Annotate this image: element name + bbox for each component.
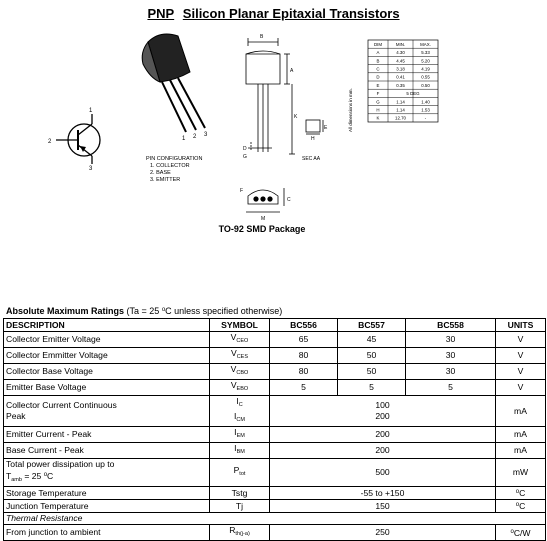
row-value-bc556: 5: [270, 380, 338, 396]
row-value-bc556: 80: [270, 364, 338, 380]
dimensions-cell: B: [376, 58, 380, 64]
row-symbol: $I_{BM}$: [210, 443, 270, 459]
row-symbol: $V_{CBO}$: [210, 364, 270, 380]
table-row: [4, 332, 546, 348]
row-description: Junction Temperature: [4, 500, 210, 513]
lead-label-1: 1: [182, 136, 186, 142]
row-value: -55 to +150: [270, 487, 496, 500]
row-unit: V: [496, 380, 546, 396]
row-unit: mA: [496, 443, 546, 459]
row-symbol: $I_{EM}$: [210, 427, 270, 443]
dimensions-cell: H: [376, 107, 380, 113]
row-description: Base Current - Peak: [4, 443, 210, 459]
dimensions-cell: 0.55: [421, 74, 430, 80]
row-description: Collector Current Continuous Peak: [4, 396, 210, 427]
row-value-bc558: 5: [406, 380, 496, 396]
symbol-pin-3: 3: [89, 166, 93, 172]
row-value: 250: [270, 525, 496, 541]
dimensions-cell: 4.30: [396, 50, 405, 56]
row-value: 200: [270, 443, 496, 459]
pnp-transistor-symbol: [48, 108, 100, 172]
dimensions-header-cell: MIN.: [395, 41, 406, 47]
dimensions-cell: K: [376, 115, 380, 121]
row-value-bc558: 30: [406, 364, 496, 380]
dimensions-cell: 5.20: [421, 58, 430, 64]
table-row-power: [4, 459, 546, 487]
dim-label-b: B: [260, 34, 264, 40]
row-unit: mA: [496, 427, 546, 443]
page-title: [0, 6, 547, 21]
table-row: [4, 364, 546, 380]
row-unit: $^o$C: [496, 487, 546, 500]
package-drawing: [0, 26, 547, 226]
ratings-condition: (Ta = 25 $^o$C unless specified otherwise): [126, 306, 283, 316]
pin-config-1: 1. COLLECTOR: [150, 163, 190, 169]
row-unit: $^o$C: [496, 500, 546, 513]
dimensions-cell: 4.45: [396, 58, 405, 64]
dim-label-h: H: [311, 136, 315, 142]
row-description: Emitter Base Voltage: [4, 380, 210, 396]
dim-label-a: A: [290, 68, 294, 74]
dimensions-cell: G: [376, 99, 380, 105]
dimensions-header-cell: DIM: [373, 41, 383, 47]
dimensions-cell: 1.53: [421, 107, 430, 113]
row-value-bc557: 45: [338, 332, 406, 348]
row-unit: mW: [496, 459, 546, 487]
dimensions-cell: 3.18: [396, 66, 405, 72]
dimensions-cell: 0.50: [421, 82, 430, 88]
row-description: Collector Emmitter Voltage: [4, 348, 210, 364]
header-bc558: BC558: [406, 319, 496, 332]
lead-label-3: 3: [204, 132, 208, 138]
table-row: [4, 487, 546, 500]
lead-label-2: 2: [193, 134, 197, 140]
dimensions-cell: 5.33: [421, 50, 430, 56]
section-aa-drawing: [306, 120, 323, 134]
dimensions-cell: D: [376, 74, 380, 80]
row-unit: V: [496, 348, 546, 364]
table-row: [4, 500, 546, 513]
dimensions-cell: C: [376, 66, 380, 72]
symbol-pin-2: 2: [48, 139, 52, 145]
row-description: Storage Temperature: [4, 487, 210, 500]
dim-label-d: D: [243, 146, 247, 152]
row-symbol: $I_C$ $I_{CM}$: [210, 396, 270, 427]
bottom-view-drawing: [246, 188, 284, 212]
row-value-bc558: 30: [406, 332, 496, 348]
row-symbol: $V_{EBO}$: [210, 380, 270, 396]
thermal-section-label: Thermal Resistance: [4, 513, 546, 525]
row-description: Total power dissipation up to $T_{amb} = 25$ $^o$C: [4, 459, 210, 487]
dimensions-cell: 0.41: [396, 74, 405, 80]
pin-config-3: 3. EMITTER: [150, 177, 181, 183]
row-value-bc558: 30: [406, 348, 496, 364]
row-value-bc556: 65: [270, 332, 338, 348]
header-bc557: BC557: [338, 319, 406, 332]
symbol-pin-1: 1: [89, 108, 93, 114]
pin-config-heading: PIN CONFIGURATION: [146, 156, 203, 162]
row-value: 150: [270, 500, 496, 513]
dim-label-m: M: [261, 216, 266, 222]
dimensions-cell: E: [376, 82, 380, 88]
row-value-bc557: 50: [338, 364, 406, 380]
title-text: Silicon Planar Epitaxial Transistors: [182, 6, 400, 21]
row-symbol: $R_{th(j-a)}$: [210, 525, 270, 541]
dimensions-cell: 12.70: [395, 115, 406, 121]
package-figure: [0, 26, 547, 246]
dimensions-cell: F: [376, 91, 380, 97]
table-header-row: [4, 319, 546, 332]
dimensions-table-grid: [368, 40, 438, 122]
dimensions-cell: -: [424, 115, 427, 121]
section-aa-label: SEC AA: [302, 156, 321, 162]
absolute-maximum-ratings-table: [3, 318, 546, 541]
row-symbol: Tj: [210, 500, 270, 513]
dimensions-cell: 4.19: [421, 66, 430, 72]
dimensions-header-cell: MAX.: [420, 41, 431, 47]
table-row: [4, 427, 546, 443]
row-value: 100 200: [270, 396, 496, 427]
row-symbol: $P_{tot}$: [210, 459, 270, 487]
row-unit: V: [496, 332, 546, 348]
dimensions-table: [348, 88, 353, 132]
package-caption: TO-92 SMD Package: [218, 224, 306, 234]
dim-label-g: G: [243, 154, 247, 160]
row-value-bc556: 80: [270, 348, 338, 364]
dimensions-cell: 1.40: [421, 99, 430, 105]
row-symbol: $V_{CES}$: [210, 348, 270, 364]
section-row-thermal: [4, 513, 546, 525]
dimensions-cell: 1.14: [396, 107, 405, 113]
dimensions-cell: 1.14: [396, 99, 405, 105]
table-row: [4, 443, 546, 459]
ratings-heading: [6, 306, 282, 316]
row-unit: V: [496, 364, 546, 380]
row-unit: $^o$C/W: [496, 525, 546, 541]
table-row-collector-current: [4, 396, 546, 427]
row-description: Collector Emitter Voltage: [4, 332, 210, 348]
dim-label-e: E: [324, 125, 328, 131]
header-symbol: SYMBOL: [210, 319, 270, 332]
table-row: [4, 348, 546, 364]
outline-drawing-front: [246, 38, 295, 154]
header-units: UNITS: [496, 319, 546, 332]
table-row: [4, 525, 546, 541]
row-description: From junction to ambient: [4, 525, 210, 541]
title-pnp: PNP: [147, 6, 175, 21]
row-symbol: Tstg: [210, 487, 270, 500]
row-symbol: $V_{CEO}$: [210, 332, 270, 348]
row-value: 500: [270, 459, 496, 487]
row-description: Collector Base Voltage: [4, 364, 210, 380]
dimensions-units-note: All dimensions in mm.: [348, 88, 353, 132]
dim-label-c: C: [287, 197, 291, 203]
dimensions-cell: 0.35: [396, 82, 405, 88]
row-value-bc557: 5: [338, 380, 406, 396]
row-unit: mA: [496, 396, 546, 427]
pin-configuration: [146, 156, 202, 183]
row-value-bc557: 50: [338, 348, 406, 364]
dim-label-k: K: [294, 114, 298, 120]
table-row: [4, 380, 546, 396]
header-bc556: BC556: [270, 319, 338, 332]
ratings-title: Absolute Maximum Ratings: [6, 306, 125, 316]
dimensions-cell: A: [376, 50, 380, 56]
row-value: 200: [270, 427, 496, 443]
pin-config-2: 2. BASE: [150, 170, 171, 176]
dim-label-f: F: [240, 188, 244, 194]
dimensions-cell: 5 DEG: [406, 91, 420, 97]
header-description: DESCRIPTION: [4, 319, 210, 332]
row-description: Emitter Current - Peak: [4, 427, 210, 443]
transistor-3d-illustration: [142, 34, 208, 142]
